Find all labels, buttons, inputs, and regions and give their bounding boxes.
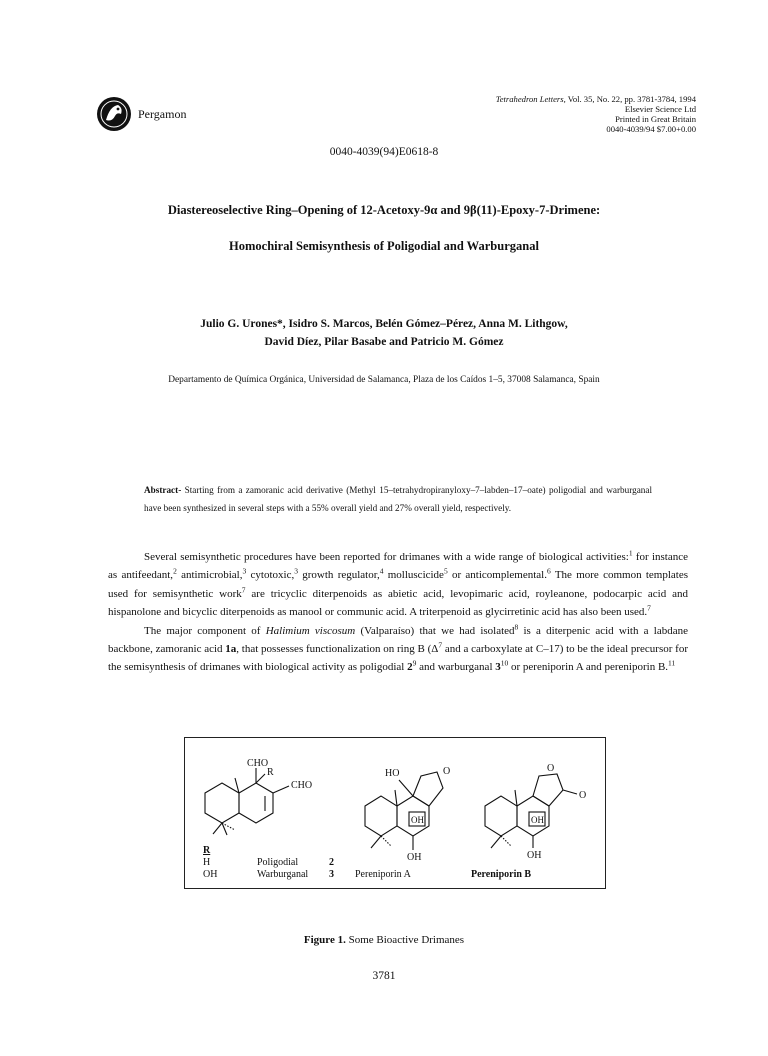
- authors-line2: David Díez, Pilar Basabe and Patricio M. Gómez: [264, 336, 504, 348]
- label-cho-top: CHO: [247, 758, 269, 769]
- label-cho-side: CHO: [291, 780, 313, 791]
- paper-title-line1: Diastereoselective Ring–Opening of 12-Acetoxy-9α and 9β(11)-Epoxy-7-Drimene:: [167, 203, 601, 217]
- label-o-2: O: [547, 763, 555, 774]
- journal-name: Tetrahedron Letters,: [495, 94, 566, 104]
- issn-line: 0040-4039/94 $7.00+0.00: [606, 124, 696, 134]
- name-warburganal: Warburganal: [257, 869, 309, 880]
- abstract-label: Abstract-: [144, 485, 182, 495]
- paragraph-2: The major component of Halimium viscosum (Valparaíso) that we had isolated$^8$ is a diterpenic acid with a labdane backbone, zamoranic acid 1a, that possesses functionalization on ring B ($\Delta^7$ and a carboxylate at C–17) to be the ideal precursor for the semisynthesis of drimanes with biological activity as poligodial $2^9$ and warburganal $3^{10}$ or pereniporin A and pereniporin B.$^{11}$: [108, 621, 688, 674]
- page-number: 3781: [372, 970, 396, 982]
- doi-code: 0040-4039(94)E0618-8: [329, 146, 439, 158]
- num-warburganal: 3: [329, 869, 334, 880]
- label-ho: HO: [385, 768, 400, 779]
- name-poligodial: Poligodial: [257, 857, 299, 868]
- poligodial-structure: [205, 768, 289, 835]
- publisher-line: Elsevier Science Ltd: [624, 104, 696, 114]
- authors-line1: Julio G. Urones*, Isidro S. Marcos, Belén Gómez–Pérez, Anna M. Lithgow,: [200, 318, 568, 330]
- paper-title-line2: Homochiral Semisynthesis of Poligodial and Warburganal: [229, 239, 539, 253]
- label-oh-box-2: OH: [531, 815, 544, 825]
- r-value-h: H: [203, 857, 211, 868]
- affiliation: Departamento de Química Orgánica, Universidad de Salamanca, Plaza de los Caídos 1–5, 37008 Salamanca, Spain: [168, 375, 600, 385]
- printed-line: Printed in Great Britain: [615, 114, 696, 124]
- body-text: [108, 548, 688, 677]
- pereniporin-a-structure: [365, 772, 443, 850]
- figure-caption: [0, 934, 768, 946]
- name-pereniporin-b: Pereniporin B: [471, 869, 532, 880]
- figure-caption-text: Some Bioactive Drimanes: [345, 934, 465, 946]
- publisher-name: Pergamon: [138, 107, 187, 121]
- abstract-text: Starting from a zamoranic acid derivative (Methyl 15–tetrahydropiranyloxy–7–labden–17–oate) poligodial and warburganal have been synthesized in several steps with a 55% overall yield and 27% overall yield, respectively.: [144, 485, 652, 513]
- paragraph-1: Several semisynthetic procedures have been reported for drimanes with a wide range of biological activities:$^1$ for instance as antifeedant,$^2$ antimicrobial,$^3$ cytotoxic,$^3$ growth regulator,$^4$ molluscicide$^5$ or anticomplemental.$^6$ The more common templates used for semisynthetic work$^7$ are tricyclic diterpenoids as abietic acid, levopimaric acid, royleanone, podocarpic acid and hispanolone and bicyclic diterpenoids as manool or communic acid. A triterpenoid as glycirretinic acid has also been used.$^7$: [108, 548, 689, 619]
- label-r: R: [267, 767, 274, 778]
- journal-volume: Vol. 35, No. 22, pp. 3781-3784, 1994: [565, 94, 696, 104]
- label-oh-low-1: OH: [407, 852, 422, 863]
- num-poligodial: 2: [329, 857, 334, 868]
- label-o-1: O: [443, 766, 451, 777]
- label-oh-box-1: OH: [411, 815, 424, 825]
- abstract: [144, 481, 652, 517]
- pergamon-logo-icon: [96, 96, 132, 132]
- figure-label: Figure 1.: [303, 934, 346, 946]
- label-o-3: O: [579, 790, 587, 801]
- r-value-oh: OH: [203, 869, 218, 880]
- r-column-header: R: [203, 845, 211, 856]
- figure-structures: [184, 737, 606, 889]
- name-pereniporin-a: Pereniporin A: [355, 869, 411, 880]
- pereniporin-b-structure: [485, 774, 577, 848]
- journal-info: [496, 94, 696, 134]
- label-oh-low-2: OH: [527, 850, 542, 861]
